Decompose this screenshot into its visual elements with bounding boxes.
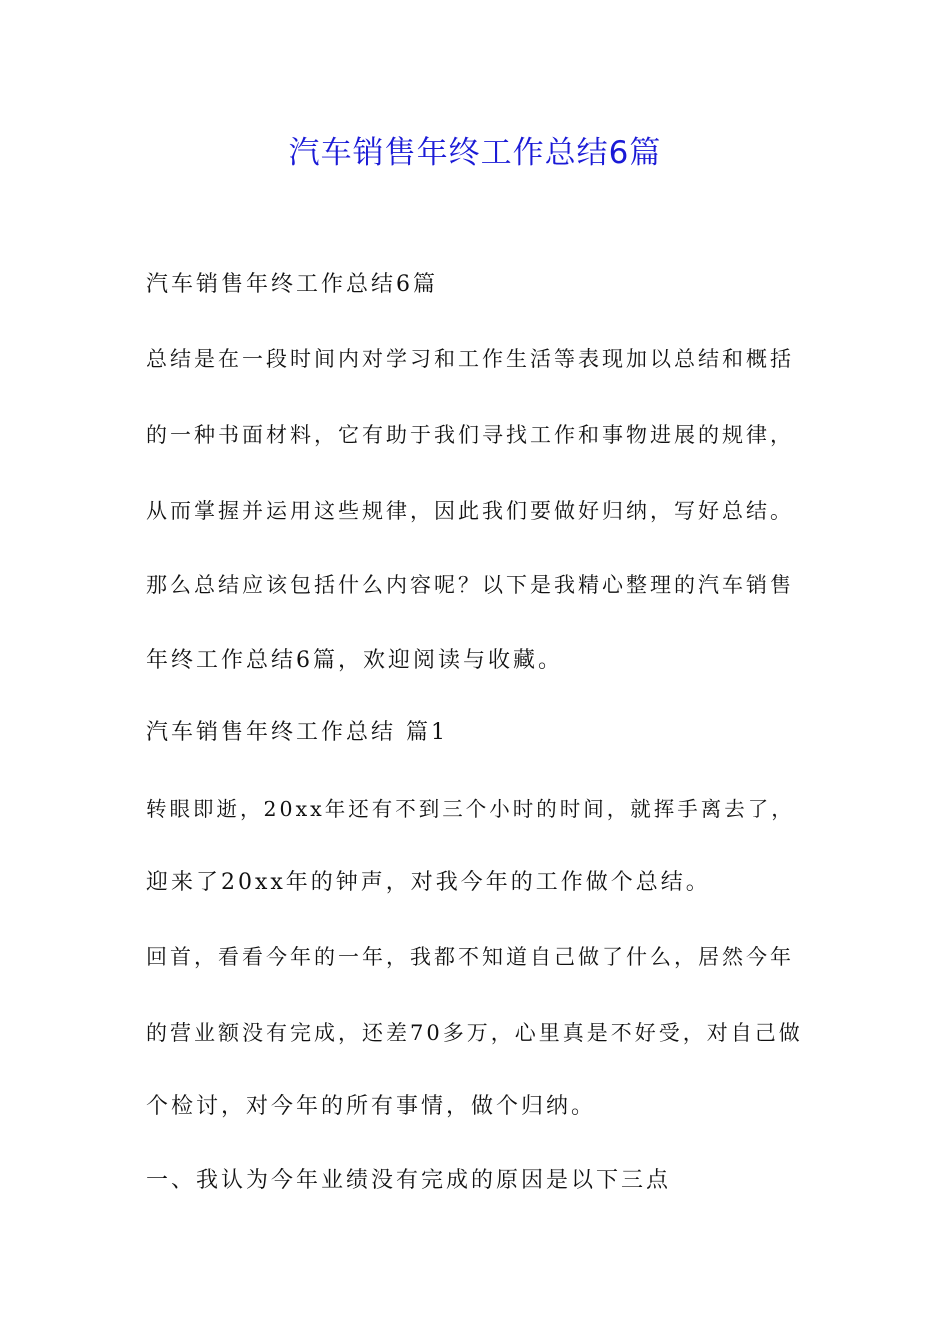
text-line: 个检讨，对今年的所有事情，做个归纳。: [146, 1094, 597, 1119]
text-line: 总结是在一段时间内对学习和工作生活等表现加以总结和概括: [146, 347, 794, 371]
text-line: 汽车销售年终工作总结6篇: [146, 272, 438, 297]
section-heading: 一、我认为今年业绩没有完成的原因是以下三点: [146, 1168, 672, 1193]
text-line: 那么总结应该包括什么内容呢？以下是我精心整理的汽车销售: [146, 573, 794, 597]
text-line: 回首，看看今年的一年，我都不知道自己做了什么，居然今年: [146, 945, 794, 969]
text-line: 迎来了20xx年的钟声，对我今年的工作做个总结。: [146, 870, 711, 895]
text-line: 转眼即逝，20xx年还有不到三个小时的时间，就挥手离去了，: [146, 797, 795, 821]
document-title: 汽车销售年终工作总结6篇: [288, 135, 662, 171]
text-line: 从而掌握并运用这些规律，因此我们要做好归纳，写好总结。: [146, 499, 794, 523]
text-line: 的一种书面材料，它有助于我们寻找工作和事物进展的规律，: [146, 423, 794, 447]
text-line: 的营业额没有完成，还差70多万，心里真是不好受，对自己做: [146, 1021, 803, 1045]
text-line: 年终工作总结6篇，欢迎阅读与收藏。: [146, 648, 563, 673]
section-heading: 汽车销售年终工作总结 篇1: [146, 720, 448, 745]
